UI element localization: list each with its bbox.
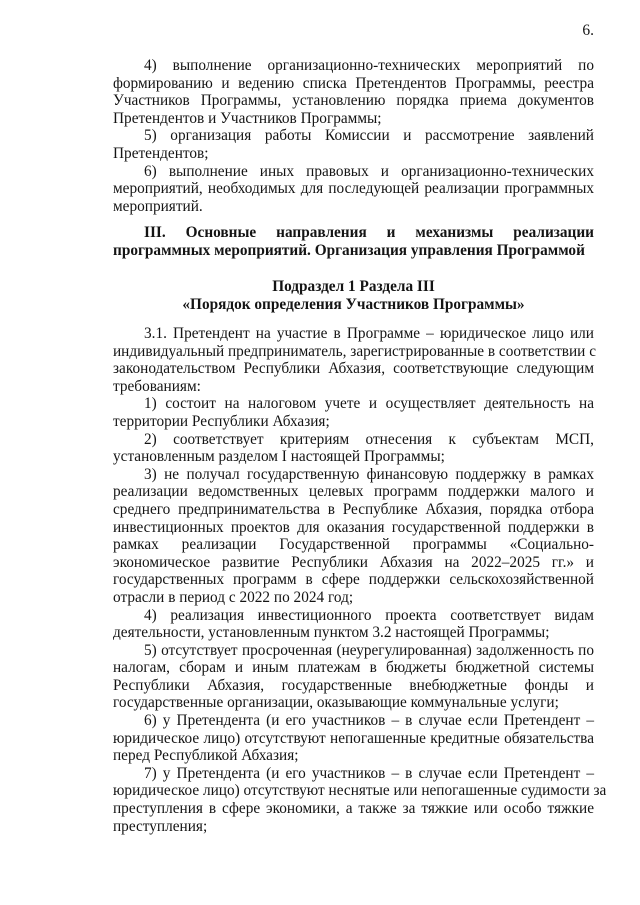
text-line: экономическое развитие Республики Абхазия на 2022–2025 гг.» и	[113, 553, 594, 571]
text-line: Претендентов;	[113, 144, 209, 162]
text-line: государственные организации, оказывающие коммунальные услуги;	[113, 694, 559, 712]
text-line: инвестиционных проектов для оказания государственной поддержки в	[113, 518, 594, 536]
text-line: 3) не получал государственную финансовую поддержку в рамках	[144, 465, 594, 483]
text-line: III. Основные направления и механизмы реализации	[144, 224, 594, 241]
text-line: преступления;	[113, 817, 208, 835]
text-line: Участников Программы, установлению порядка приема документов	[113, 92, 594, 110]
section-heading	[113, 224, 594, 259]
text-line: требованиям:	[113, 377, 201, 395]
text-line: преступления в сфере экономики, а также за тяжкие или особо тяжкие	[113, 800, 594, 818]
intro-list	[113, 57, 594, 215]
requirements-list	[113, 325, 607, 835]
text-line: законодательством Республики Абхазия, соответствующие следующим	[113, 360, 594, 378]
text-line: формированию и ведению списка Претендентов Программы, реестра	[113, 74, 594, 92]
text-line: мероприятий.	[113, 197, 203, 215]
text-line: 3.1. Претендент на участие в Программе – юридическое лицо или	[144, 325, 594, 342]
list-item	[113, 163, 594, 216]
text-line: 6) выполнение иных правовых и организационно-технических	[144, 162, 594, 180]
text-line: 4) выполнение организационно-технических мероприятий по	[144, 57, 594, 74]
list-item	[113, 642, 594, 712]
text-line: 6) у Претендента (и его участников – в случае если Претендент –	[144, 712, 594, 730]
text-line: налогам, сборам и иным платежам в бюджеты бюджетной системы	[113, 659, 594, 677]
list-item	[113, 395, 594, 430]
text-line: перед Республикой Абхазия;	[113, 747, 299, 765]
text-line: индивидуальный предприниматель, зарегистрированные в соответствии с	[113, 342, 596, 360]
text-line: юридическое лицо) отсутствуют непогашенные кредитные обязательства	[113, 729, 594, 747]
list-item	[113, 712, 594, 765]
text-line: 5) организация работы Комиссии и рассмотрение заявлений	[144, 127, 594, 145]
text-line: государственных программ в сфере поддержки сельскохозяйственной	[113, 571, 594, 589]
text-line: 1) состоит на налоговом учете и осуществляет деятельность на	[144, 395, 594, 413]
text-line: рамках реализации Государственной программы «Социально-	[113, 536, 594, 554]
text-line: среднего предпринимательства в Республике Абхазия, порядка отбора	[113, 500, 594, 518]
list-item	[113, 127, 594, 162]
text-line: «Порядок определения Участников Программы»	[182, 295, 525, 313]
list-item	[113, 431, 594, 466]
list-item	[113, 57, 594, 127]
list-item	[113, 466, 594, 607]
subsection-heading	[113, 278, 594, 313]
text-line: 5) отсутствует просроченная (неурегулированная) задолженность по	[144, 641, 594, 659]
text-line: юридическое лицо) отсутствуют неснятые или непогашенные судимости за	[113, 782, 607, 800]
text-line: Подраздел 1 Раздела III	[272, 278, 435, 295]
list-item	[113, 764, 607, 835]
text-line: территории Республики Абхазия;	[113, 412, 330, 430]
text-line: 7) у Претендента (и его участников – в случае если Претендент –	[144, 764, 594, 782]
page-number: 6.	[582, 22, 594, 39]
section-heading-text	[113, 224, 594, 259]
text-line: Республики Абхазия, государственные внебюджетные фонды и	[113, 676, 594, 694]
text-line: программных мероприятий. Организация управления Программой	[113, 241, 585, 259]
subsection-heading-text	[113, 278, 594, 313]
text-line: установленным разделом I настоящей Программы;	[113, 448, 445, 466]
text-line: мероприятий, необходимых для последующей реализации программных	[113, 180, 594, 198]
list-item	[113, 325, 594, 395]
text-line: 4) реализация инвестиционного проекта соответствует видам	[144, 606, 594, 624]
text-line: реализации ведомственных целевых программ поддержки малого и	[113, 483, 594, 501]
list-item	[113, 607, 594, 642]
text-line: Претендентов и Участников Программы;	[113, 109, 382, 127]
text-line: отрасли в период с 2022 по 2024 год;	[113, 588, 354, 606]
text-line: 2) соответствует критериям отнесения к субъектам МСП,	[144, 430, 594, 448]
text-line: деятельности, установленным пунктом 3.2 настоящей Программы;	[113, 624, 550, 642]
